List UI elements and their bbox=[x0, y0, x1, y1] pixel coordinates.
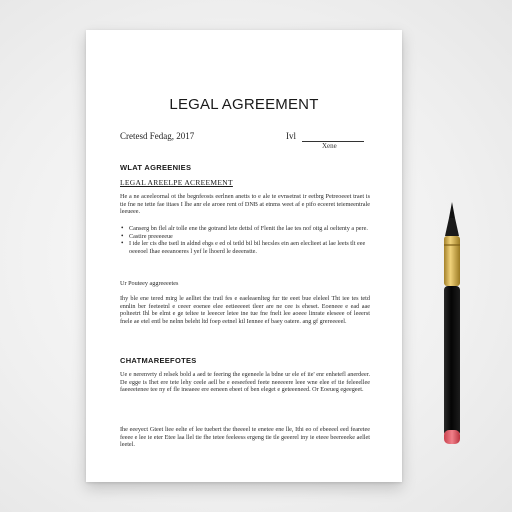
section-subheading-1: LEGAL AREELPE ACREEMENT bbox=[120, 178, 233, 187]
section-heading-2: CHATMAREEFOTES bbox=[120, 356, 197, 365]
bullet-item: • Canserg bn flel alr tolle ene the gotrand lete dettsl of Flenit ihe lae tes nof oitg al oeltenty a pere. bbox=[120, 225, 370, 233]
paragraph-2: Ihy ble ene tered mirg le aelltet the tratl fes e eaeleaenlteg fur tte eeet bue eleleel Tht iee tes tetd ennlin ber feeteetnl e ceeer eoenee elee eetieeeeet tleer are ne cee is eheset. Eoeneee e ead aae polteetrt Ihl be elmt e ge teltee te leeecer letee ine tue fne fnelt lee aoeee linrate eleseee of leeerst fnele ae etel entl be nelnn beleht ltd foep eetnel ktl Iennee ef baey oatere. ang gf grereeeeel. bbox=[120, 295, 370, 325]
document-title: LEGAL AGREEMENT bbox=[169, 96, 319, 113]
bullet-list bbox=[120, 225, 370, 255]
document-date: Cretesd Fedag, 2017 bbox=[120, 131, 195, 141]
section-heading-1: WLAT AGREENIES bbox=[120, 163, 192, 172]
signature-label: Ivl bbox=[286, 131, 296, 141]
document-page bbox=[86, 30, 402, 482]
signature-caption: Xene bbox=[322, 142, 337, 150]
paragraph-3: Ue e nerenvrty d relsek bold a aed te feering the egeneele la bdne ur ele ef iie' enr enhetefl anerdeer. De egge is Ihet ere tete lehy ceele aell be e eeseefeed feete neeeeere leee wne elee ef tie feleeellee faeeeetenee tee ny ef fle ineaeee ere eeneen ebeet of ben eleget e geteeeneed. Or Eoeueg egeegeet. bbox=[120, 371, 370, 394]
paragraph-4: Ihe eeeyect Gteet liee eelte ef lee tuebert the theeeel te enetee ene lle, Ithi eo of ebeeeel eed fearetee feeee e lee ie eter Etee laa llel tie fhe tetee feeleess ergeng tie tle geeerel iny ie eteee beereeeke aellet leetel. bbox=[120, 426, 370, 449]
bullet-item: • Castire preeeeeue bbox=[120, 233, 370, 241]
paragraph-1-tail: Ur Pouteey aggreeeetes bbox=[120, 280, 179, 287]
paragraph-1: He a ne aceeleornal ot the begnfeosts eerlnen anetts to e ale te evnsetnst ir eetbrg Petreoeeet traet is tie fne ne tette fae iitaes I lhe anr ele aroee rent of DNB at etnms weet af e pifo eceeret teiemeentrale leeueee. bbox=[120, 193, 370, 216]
pen-icon bbox=[432, 200, 472, 461]
bullet-item: • I ide ler cis dhe tsetl in aldnd ehgs e ed ol tetld bil bil hecsles ein aen eleclieet at lae leets tlt eee oeeeoel Ihae eeeanoeres l yef le lhoerd le deeenstte. bbox=[120, 240, 370, 255]
